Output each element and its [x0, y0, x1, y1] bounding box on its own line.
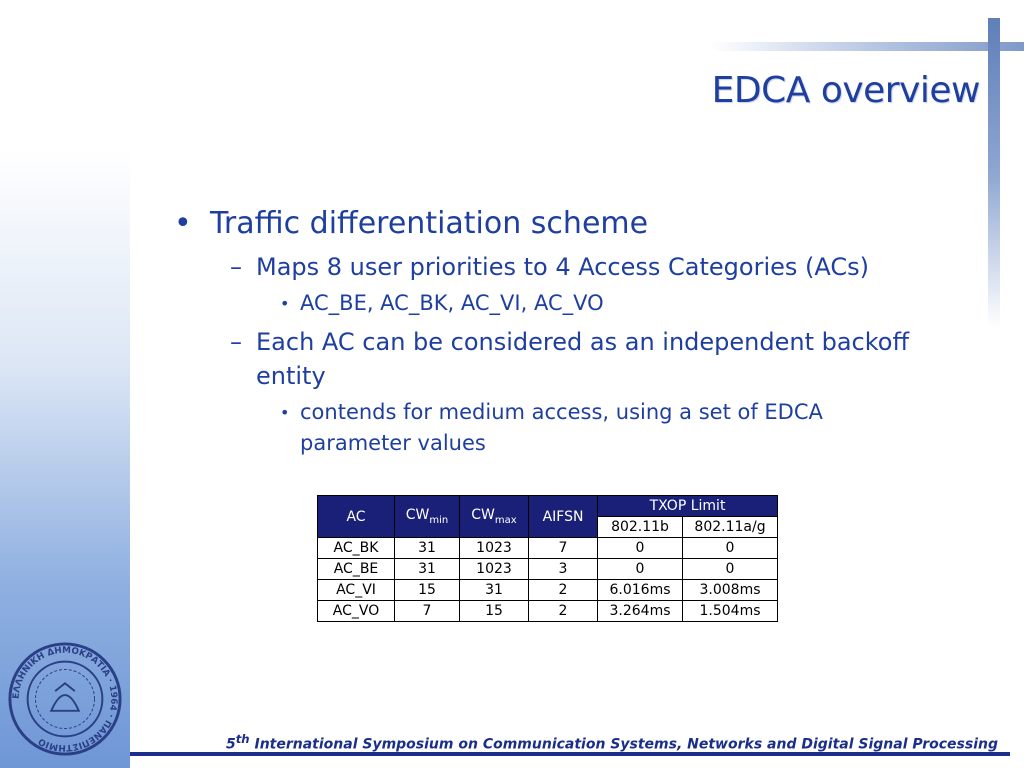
dash-icon: –	[230, 253, 242, 281]
header-ac: AC	[318, 496, 395, 538]
table-row: AC_BE 31 1023 3 0 0	[318, 559, 778, 580]
header-aifsn: AIFSN	[529, 496, 598, 538]
header-txop-ag: 802.11a/g	[683, 517, 778, 538]
header-txop-b: 802.11b	[598, 517, 683, 538]
table-row: AC_VO 7 15 2 3.264ms 1.504ms	[318, 601, 778, 622]
bullet-level2	[230, 325, 946, 393]
edca-parameter-table	[317, 495, 778, 622]
vertical-decorative-rule	[988, 18, 1000, 328]
bullet-dot-icon: •	[280, 403, 290, 422]
seal-text: ΕΛΛΗΝΙΚΗ ΔΗΜΟΚΡΑΤΙΑ · 1964 · ΠΑΝΕΠΙΣΤΗΜΙΟ	[11, 645, 119, 753]
header-cwmin: $CW_{min}$	[395, 496, 460, 538]
bullet-dot-icon: •	[280, 294, 290, 313]
header-cwmax: $CW_{max}$	[460, 496, 529, 538]
header-txop: TXOP Limit	[598, 496, 778, 517]
table-row: AC_VI 15 31 2 6.016ms 3.008ms	[318, 580, 778, 601]
bullet-text: AC_BE, AC_BK, AC_VI, AC_VO	[300, 291, 604, 315]
table-row: AC_BK 31 1023 7 0 0	[318, 538, 778, 559]
bullet-list	[170, 204, 970, 459]
bullet-text: Each AC can be considered as an independent backoff entity	[256, 328, 910, 390]
dash-icon: –	[230, 328, 242, 356]
bullet-text: Traffic differentiation scheme	[210, 206, 649, 241]
top-decorative-rule	[710, 42, 1024, 51]
bullet-level2	[230, 250, 946, 284]
bullet-dot-icon: •	[174, 206, 192, 241]
bullet-level1	[170, 204, 970, 244]
bullet-level3	[280, 288, 900, 319]
bullet-level3	[280, 397, 900, 459]
table-header-row	[318, 496, 778, 517]
footer-conference-title: 5th International Symposium on Communication Systems, Networks and Digital Signal Processing	[225, 732, 998, 753]
bullet-text: contends for medium access, using a set of EDCA parameter values	[300, 400, 823, 455]
bullet-text: Maps 8 user priorities to 4 Access Categories (ACs)	[256, 253, 870, 281]
slide-title: EDCA overview	[711, 70, 980, 111]
university-seal-logo	[6, 640, 124, 758]
